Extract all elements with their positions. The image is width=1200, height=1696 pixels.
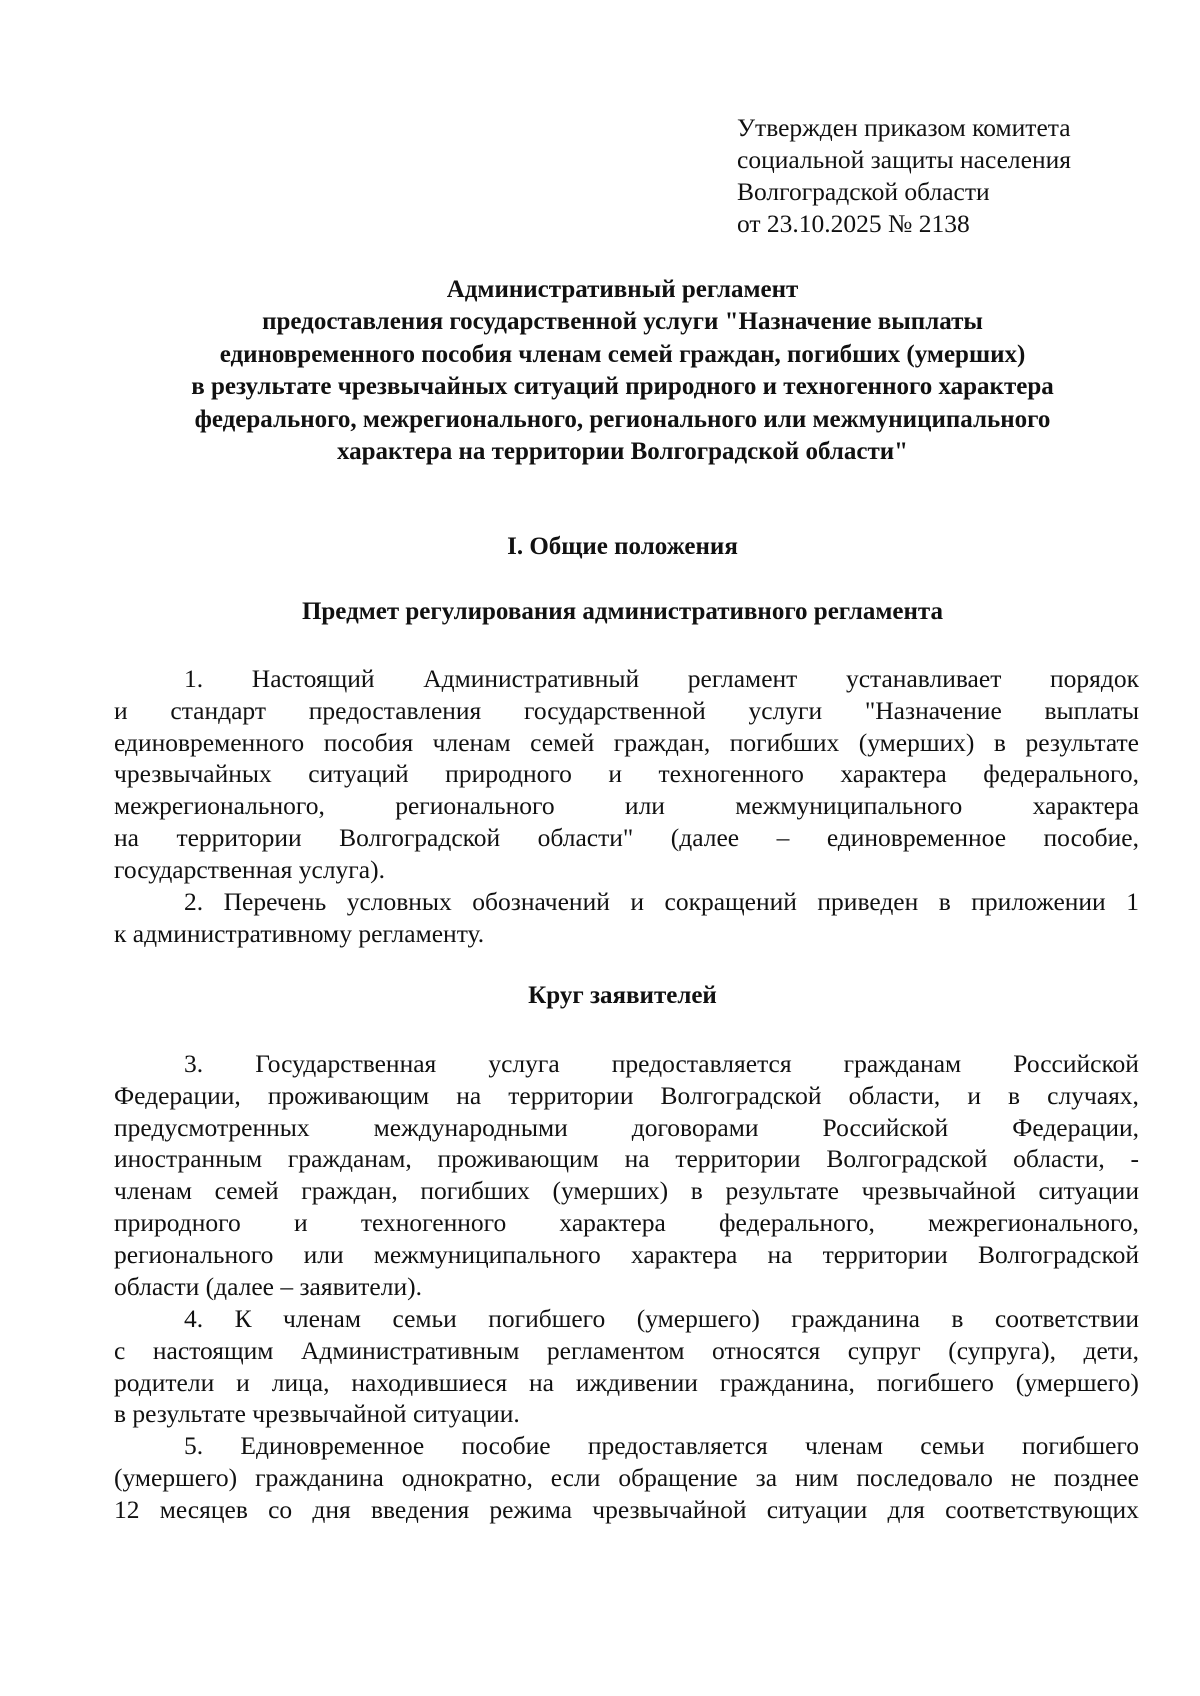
- paragraph-line: межрегионального, регионального или межмуниципального характера: [114, 791, 1139, 821]
- paragraph-line: 12 месяцев со дня введения режима чрезвычайной ситуации для соответствующих: [114, 1494, 1139, 1524]
- paragraph-line: природного и техногенного характера федерального, межрегионального,: [114, 1207, 1139, 1237]
- approval-line: Утвержден приказом комитета: [737, 113, 1071, 142]
- paragraph-line: 3. Государственная услуга предоставляется гражданам Российской: [184, 1049, 1139, 1078]
- approval-line: социальной защиты населения: [737, 145, 1071, 174]
- paragraph-line: 4. К членам семьи погибшего (умершего) гражданина в соответствии: [184, 1304, 1139, 1333]
- paragraph-line: государственная услуга).: [114, 854, 385, 884]
- approval-line: от 23.10.2025 № 2138: [737, 209, 970, 238]
- paragraph-2: [114, 886, 1139, 950]
- paragraph-line: к административному регламенту.: [114, 918, 485, 948]
- paragraph-line: на территории Волгоградской области" (далее – единовременное пособие,: [114, 822, 1139, 852]
- paragraph-line: 5. Единовременное пособие предоставляется членам семьи погибшего: [184, 1431, 1139, 1460]
- approval-line: Волгоградской области: [737, 177, 990, 206]
- paragraph-1: [114, 663, 1139, 886]
- paragraph-line: Федерации, проживающим на территории Волгоградской области, и в случаях,: [114, 1080, 1139, 1110]
- paragraph-line: предусмотренных международными договорами Российской Федерации,: [114, 1112, 1139, 1142]
- paragraph-line: и стандарт предоставления государственной услуги "Назначение выплаты: [114, 695, 1139, 725]
- paragraph-line: членам семей граждан, погибших (умерших) в результате чрезвычайной ситуации: [114, 1176, 1139, 1206]
- section-heading: I. Общие положения: [507, 533, 738, 560]
- title-line: единовременного пособия членам семей граждан, погибших (умерших): [219, 340, 1026, 368]
- paragraph-line: единовременного пособия членам семей граждан, погибших (умерших) в результате: [114, 727, 1139, 757]
- paragraph-line: 2. Перечень условных обозначений и сокращений приведен в приложении 1: [184, 887, 1139, 916]
- title-line: характера на территории Волгоградской области": [336, 438, 909, 466]
- subsection-heading: Круг заявителей: [528, 982, 717, 1009]
- title-line: в результате чрезвычайных ситуаций природного и техногенного характера: [191, 373, 1054, 401]
- title-line: федерального, межрегионального, регионального или межмуниципального: [194, 405, 1051, 433]
- paragraph-5: [114, 1430, 1139, 1525]
- paragraph-line: области (далее – заявители).: [114, 1271, 422, 1301]
- paragraph-line: (умершего) гражданина однократно, если обращение за ним последовало не позднее: [114, 1462, 1139, 1492]
- document-title: [105, 274, 1140, 468]
- paragraph-line: чрезвычайных ситуаций природного и техногенного характера федерального,: [114, 759, 1139, 789]
- paragraph-line: 1. Настоящий Административный регламент устанавливает порядок: [184, 664, 1139, 693]
- paragraph-line: в результате чрезвычайной ситуации.: [114, 1399, 520, 1429]
- paragraph-4: [114, 1303, 1139, 1430]
- paragraph-line: регионального или межмуниципального характера на территории Волгоградской: [114, 1239, 1139, 1269]
- paragraph-line: родители и лица, находившиеся на иждивении гражданина, погибшего (умершего): [114, 1367, 1139, 1397]
- paragraph-line: с настоящим Административным регламентом относятся супруг (супруга), дети,: [114, 1335, 1139, 1365]
- paragraph-line: иностранным гражданам, проживающим на территории Волгоградской области, -: [114, 1144, 1139, 1174]
- title-line: предоставления государственной услуги "Назначение выплаты: [262, 308, 983, 336]
- paragraph-3: [114, 1048, 1139, 1302]
- subsection-heading: Предмет регулирования административного регламента: [301, 598, 944, 625]
- title-line: Административный регламент: [446, 276, 799, 303]
- approval-stamp: [737, 112, 1157, 240]
